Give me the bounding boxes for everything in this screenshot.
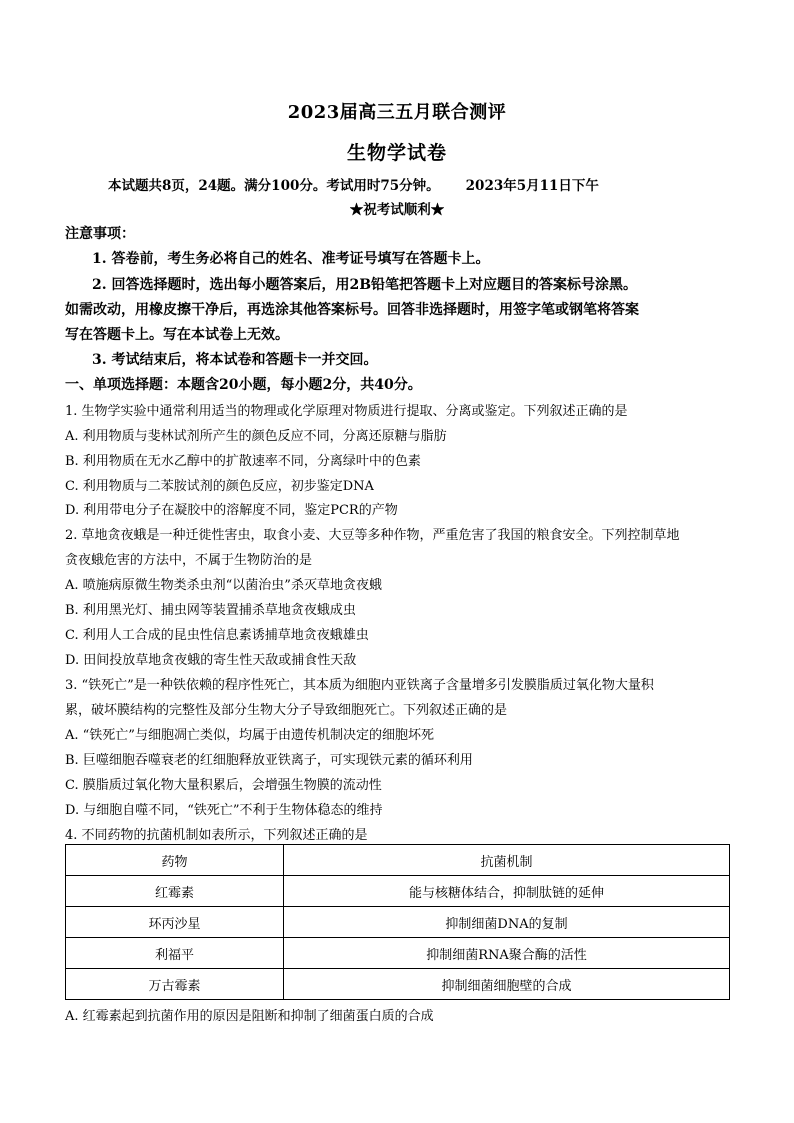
note-2-cont-1: 如需改动，用橡皮擦干净后，再选涂其他答案标号。回答非选择题时，用签字笔或钢笔将答案: [65, 302, 639, 318]
question-4-option-a: A. 红霉素起到抗菌作用的原因是阻断和抑制了细菌蛋白质的合成: [65, 1009, 434, 1024]
question-2-option-d: D. 田间投放草地贪夜蛾的寄生性天敌或捕食性天敌: [65, 653, 357, 668]
note-2-cont-2: 写在答题卡上。写在本试卷上无效。: [65, 327, 289, 343]
note-2: 2. 回答选择题时，选出每小题答案后，用2B铅笔把答题卡上对应题目的答案标号涂黑。: [92, 277, 638, 293]
table-cell-mechanism: 抑制细菌细胞壁的合成: [284, 969, 730, 1000]
question-3-option-d: D. 与细胞自噬不同，“铁死亡”不利于生物体稳态的维持: [65, 803, 383, 818]
question-3-stem-cont: 累，破坏膜结构的完整性及部分生物大分子导致细胞死亡。下列叙述正确的是: [65, 703, 508, 718]
question-2-option-b: B. 利用黑光灯、捕虫网等装置捕杀草地贪夜蛾成虫: [65, 603, 356, 618]
table-cell-mechanism: 抑制细菌DNA的复制: [284, 907, 730, 938]
note-1: 1. 答卷前，考生务必将自己的姓名、准考证号填写在答题卡上。: [92, 251, 490, 267]
exam-wish: ★祝考试顺利★: [349, 202, 445, 218]
exam-info-text: 本试题共8页，24题。满分100分。考试用时75分钟。: [108, 178, 440, 194]
table-header-row: [66, 845, 730, 876]
antibacterial-table: [65, 844, 730, 1000]
question-3-stem: 3. “铁死亡”是一种铁依赖的程序性死亡，其本质为细胞内亚铁离子含量增多引发膜脂质过氧化物大量积: [65, 678, 654, 693]
table-cell-mechanism: 抑制细菌RNA聚合酶的活性: [284, 938, 730, 969]
question-3-option-c: C. 膜脂质过氧化物大量积累后，会增强生物膜的流动性: [65, 778, 382, 793]
question-1-option-a: A. 利用物质与斐林试剂所产生的颜色反应不同，分离还原糖与脂肪: [65, 429, 447, 444]
question-4-stem: 4. 不同药物的抗菌机制如表所示，下列叙述正确的是: [65, 828, 368, 843]
exam-info: [108, 174, 599, 194]
table-cell-mechanism: 能与核糖体结合，抑制肽链的延伸: [284, 876, 730, 907]
question-2-stem-cont: 贪夜蛾危害的方法中，不属于生物防治的是: [65, 553, 313, 568]
note-3: 3. 考试结束后，将本试卷和答题卡一并交回。: [92, 352, 378, 368]
table-cell-drug: 万古霉素: [66, 969, 284, 1000]
section-heading: 一、单项选择题：本题含20小题，每小题2分，共40分。: [65, 377, 422, 393]
table-cell-drug: 环丙沙星: [66, 907, 284, 938]
table-row: [66, 969, 730, 1000]
question-2-option-a: A. 喷施病原微生物类杀虫剂“以菌治虫”杀灭草地贪夜蛾: [65, 578, 382, 593]
question-1-option-b: B. 利用物质在无水乙醇中的扩散速率不同，分离绿叶中的色素: [65, 454, 421, 469]
question-2-option-c: C. 利用人工合成的昆虫性信息素诱捕草地贪夜蛾雄虫: [65, 628, 369, 643]
exam-title: 2023届高三五月联合测评: [287, 102, 507, 123]
table-cell-drug: 红霉素: [66, 876, 284, 907]
exam-date: 2023年5月11日下午: [465, 178, 599, 194]
notes-heading: 注意事项：: [65, 226, 135, 242]
question-1-option-c: C. 利用物质与二苯胺试剂的颜色反应，初步鉴定DNA: [65, 479, 374, 494]
question-3-option-a: A. “铁死亡”与细胞凋亡类似，均属于由遗传机制决定的细胞坏死: [65, 728, 434, 743]
exam-subject: 生物学试卷: [346, 142, 447, 164]
table-header-drug: 药物: [66, 845, 284, 876]
table-header-mechanism: 抗菌机制: [284, 845, 730, 876]
question-1-stem: 1. 生物学实验中通常利用适当的物理或化学原理对物质进行提取、分离或鉴定。下列叙述正确的是: [65, 404, 628, 419]
question-1-option-d: D. 利用带电分子在凝胶中的溶解度不同，鉴定PCR的产物: [65, 503, 398, 518]
question-2-stem: 2. 草地贪夜蛾是一种迁徙性害虫，取食小麦、大豆等多种作物，严重危害了我国的粮食安全。下列控制草地: [65, 528, 680, 543]
table-row: [66, 938, 730, 969]
table-row: [66, 876, 730, 907]
table-row: [66, 907, 730, 938]
table-cell-drug: 利福平: [66, 938, 284, 969]
question-3-option-b: B. 巨噬细胞吞噬衰老的红细胞释放亚铁离子，可实现铁元素的循环利用: [65, 753, 473, 768]
